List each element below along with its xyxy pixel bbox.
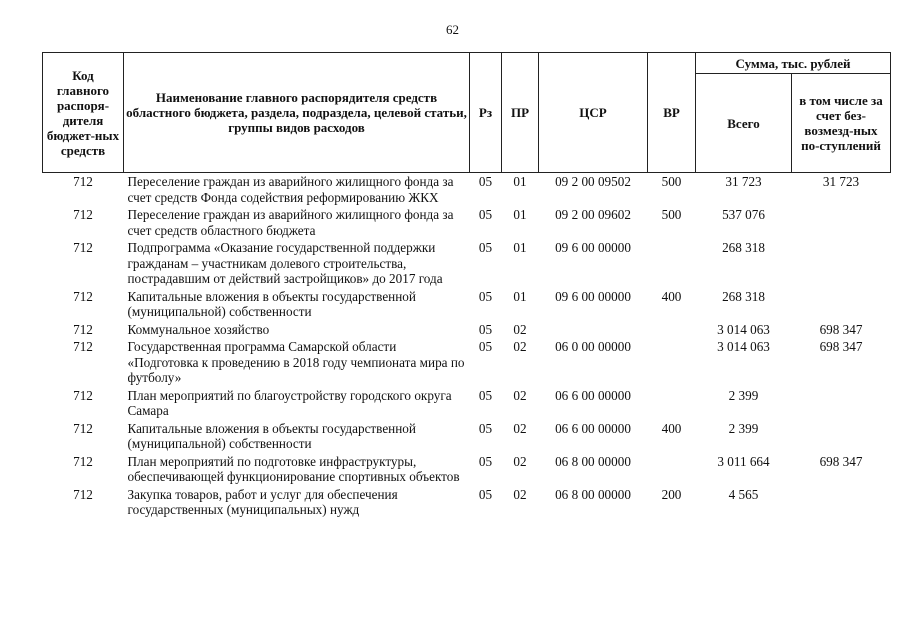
table-row [43, 239, 891, 288]
header-vr: ВР [648, 53, 696, 173]
cell-incl: 698 347 [819, 453, 863, 469]
table-body [43, 173, 891, 519]
cell-csr [539, 321, 648, 339]
table-row [43, 338, 891, 387]
cell-pr: 01 [513, 207, 527, 222]
cell-rz: 05 [478, 288, 493, 304]
cell-csr: 09 2 00 09602 [555, 207, 631, 222]
cell-total: 2 399 [728, 420, 759, 436]
cell-code: 712 [73, 288, 93, 304]
cell-name: Подпрограмма «Оказание государственной поддержки гражданам – участникам долевого строительства, пострадавшим от действий застройщиков» до 2017 года [127, 240, 443, 286]
cell-total: 4 565 [728, 486, 759, 502]
cell-code: 712 [73, 240, 93, 255]
cell-vr: 500 [661, 174, 682, 189]
cell-vr [648, 453, 696, 486]
table-row [43, 173, 891, 207]
cell-csr: 06 8 00 00000 [555, 453, 631, 469]
cell-rz: 05 [478, 174, 493, 189]
cell-code: 712 [73, 486, 93, 502]
cell-incl [792, 206, 891, 239]
header-rz: Рз [470, 53, 502, 173]
cell-name: Переселение граждан из аварийного жилищного фонда за счет средств Фонда содействия реформированию ЖКХ [127, 174, 454, 205]
cell-name: План мероприятий по подготовке инфраструктуры, обеспечивающей функционирование спортивных объектов [127, 453, 460, 484]
cell-csr: 06 6 00 00000 [555, 420, 631, 436]
table-row [43, 420, 891, 453]
cell-vr [648, 239, 696, 288]
cell-name: Переселение граждан из аварийного жилищного фонда за счет средств областного бюджета [127, 207, 454, 238]
cell-vr: 500 [661, 207, 682, 222]
cell-incl [792, 420, 891, 453]
table-row [43, 206, 891, 239]
cell-incl [792, 486, 891, 519]
cell-name: Капитальные вложения в объекты государственной (муниципальной) собственности [127, 288, 416, 319]
cell-pr: 02 [513, 420, 527, 436]
cell-incl [792, 387, 891, 420]
cell-name: Капитальные вложения в объекты государственной (муниципальной) собственности [127, 420, 416, 451]
cell-rz: 05 [478, 387, 493, 403]
cell-name: План мероприятий по благоустройству городского округа Самара [127, 387, 452, 418]
table-row [43, 321, 891, 339]
cell-rz: 05 [478, 339, 493, 354]
cell-code: 712 [73, 387, 93, 403]
header-sum: Сумма, тыс. рублей [696, 53, 891, 74]
header-incl: в том числе за счет без-возмезд-ных по-ступлений [792, 74, 891, 173]
cell-vr [648, 321, 696, 339]
cell-total: 3 014 063 [717, 339, 770, 354]
cell-incl: 31 723 [822, 174, 860, 189]
page-number: 62 [446, 22, 459, 37]
cell-total: 31 723 [725, 174, 762, 189]
cell-code: 712 [73, 321, 93, 337]
cell-vr: 400 [661, 420, 682, 436]
cell-pr: 01 [513, 288, 527, 304]
table-row [43, 486, 891, 519]
cell-code: 712 [73, 207, 93, 222]
cell-incl [792, 288, 891, 321]
cell-pr: 02 [513, 486, 527, 502]
cell-csr: 09 6 00 00000 [555, 240, 631, 255]
cell-total: 268 318 [722, 288, 765, 304]
table-header [43, 53, 891, 173]
cell-csr: 09 2 00 09502 [555, 174, 631, 189]
cell-name: Закупка товаров, работ и услуг для обеспечения государственных (муниципальных) нужд [127, 486, 398, 517]
cell-incl [792, 239, 891, 288]
budget-table [42, 52, 891, 519]
cell-rz: 05 [478, 207, 493, 222]
cell-incl: 698 347 [819, 321, 863, 337]
cell-rz: 05 [478, 453, 493, 469]
cell-csr: 06 0 00 00000 [555, 339, 631, 354]
table-row [43, 288, 891, 321]
cell-vr: 400 [661, 288, 682, 304]
cell-pr: 02 [513, 387, 527, 403]
cell-vr [648, 338, 696, 387]
cell-total: 537 076 [722, 207, 765, 222]
cell-total: 3 011 664 [717, 453, 770, 469]
cell-total: 2 399 [728, 387, 759, 403]
table-row [43, 387, 891, 420]
cell-code: 712 [73, 339, 93, 354]
cell-rz: 05 [478, 420, 493, 436]
cell-incl: 698 347 [819, 339, 863, 354]
cell-csr: 09 6 00 00000 [555, 288, 631, 304]
cell-pr: 02 [513, 339, 527, 354]
table-row [43, 453, 891, 486]
cell-vr: 200 [661, 486, 682, 502]
cell-total: 268 318 [722, 240, 765, 255]
cell-vr [648, 387, 696, 420]
cell-pr: 01 [513, 240, 527, 255]
cell-code: 712 [73, 420, 93, 436]
header-pr: ПР [502, 53, 539, 173]
cell-csr: 06 6 00 00000 [555, 387, 631, 403]
cell-rz: 05 [478, 321, 493, 337]
cell-pr: 02 [513, 321, 527, 337]
cell-total: 3 014 063 [717, 321, 770, 337]
header-total: Всего [696, 74, 792, 173]
header-code: Код главного распоря-дителя бюджет-ных средств [43, 53, 124, 173]
cell-rz: 05 [478, 240, 493, 255]
cell-pr: 02 [513, 453, 527, 469]
cell-name: Государственная программа Самарской области «Подготовка к проведению в 2018 году чемпионата мира по футболу» [127, 339, 465, 385]
cell-code: 712 [73, 453, 93, 469]
cell-rz: 05 [478, 486, 493, 502]
header-csr: ЦСР [539, 53, 648, 173]
cell-code: 712 [73, 174, 93, 189]
cell-csr: 06 8 00 00000 [555, 486, 631, 502]
cell-name: Коммунальное хозяйство [127, 321, 270, 337]
header-name: Наименование главного распорядителя средств областного бюджета, раздела, подраздела, целевой статьи, группы видов расходов [124, 53, 470, 173]
cell-pr: 01 [513, 174, 527, 189]
